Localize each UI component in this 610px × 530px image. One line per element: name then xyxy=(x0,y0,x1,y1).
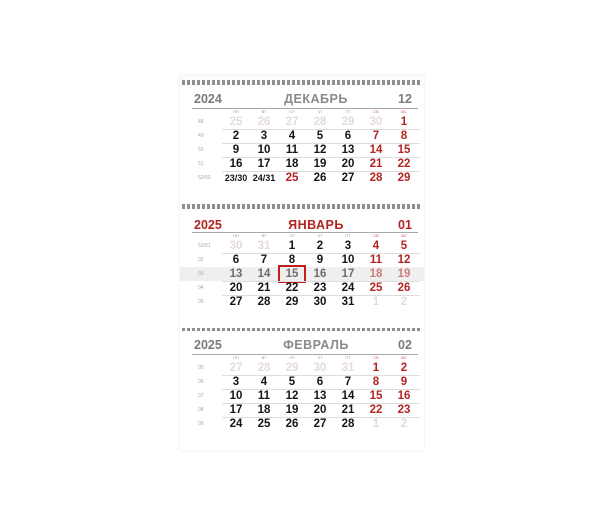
weekday-label: СБ xyxy=(373,233,379,238)
week-number: 48 xyxy=(198,119,204,125)
day-cell[interactable]: 28 xyxy=(369,172,383,184)
month-name: ФЕВРАЛЬ xyxy=(283,338,349,352)
day-cell[interactable]: 25 xyxy=(285,172,299,184)
week-row xyxy=(180,143,424,157)
month-header xyxy=(180,218,424,232)
month-header xyxy=(180,338,424,352)
day-cell[interactable]: 20 xyxy=(313,404,327,416)
week-number: 52/53 xyxy=(198,175,211,181)
week-number: 02 xyxy=(198,257,204,263)
day-cell[interactable]: 25 xyxy=(257,418,271,430)
week-number: 50 xyxy=(198,147,204,153)
day-cell[interactable]: 12 xyxy=(397,254,411,266)
week-number: 04 xyxy=(198,285,204,291)
day-cell[interactable]: 15 xyxy=(397,144,411,156)
day-cell[interactable]: 17 xyxy=(341,268,355,280)
month-header xyxy=(180,92,424,106)
day-cell[interactable]: 13 xyxy=(229,268,243,280)
day-cell[interactable]: 22 xyxy=(397,158,411,170)
day-cell[interactable]: 24 xyxy=(341,282,355,294)
week-number: 51 xyxy=(198,161,204,167)
year-label: 2025 xyxy=(194,338,222,352)
weekday-label: ВТ xyxy=(261,109,267,114)
day-cell[interactable]: 16 xyxy=(313,268,327,280)
day-cell[interactable]: 21 xyxy=(369,158,383,170)
week-number: 52/01 xyxy=(198,243,211,249)
day-cell[interactable]: 19 xyxy=(397,268,411,280)
day-cell[interactable]: 31 xyxy=(257,240,271,252)
day-cell[interactable]: 10 xyxy=(257,144,271,156)
weekday-label: ВС xyxy=(401,109,407,114)
day-cell[interactable]: 28 xyxy=(257,296,271,308)
week-number: 05 xyxy=(198,299,204,305)
day-cell[interactable]: 23 xyxy=(313,282,327,294)
day-cell[interactable]: 26 xyxy=(313,172,327,184)
day-cell[interactable]: 1 xyxy=(288,240,296,252)
week-row xyxy=(180,171,424,185)
day-cell[interactable]: 8 xyxy=(400,130,408,142)
day-cell[interactable]: 14 xyxy=(341,390,355,402)
day-cell[interactable]: 18 xyxy=(285,158,299,170)
day-cell[interactable]: 30 xyxy=(229,240,243,252)
day-cell[interactable]: 30 xyxy=(313,296,327,308)
day-cell[interactable]: 22 xyxy=(285,282,299,294)
day-cell[interactable]: 1 xyxy=(372,296,380,308)
week-row xyxy=(180,361,424,375)
day-cell[interactable]: 9 xyxy=(400,376,408,388)
month-block-january xyxy=(180,210,424,328)
day-cell[interactable]: 27 xyxy=(229,362,243,374)
day-cell[interactable]: 13 xyxy=(313,390,327,402)
day-cell[interactable]: 18 xyxy=(369,268,383,280)
day-cell[interactable]: 3 xyxy=(344,240,352,252)
weekday-label: ПН xyxy=(233,355,239,360)
day-cell[interactable]: 31 xyxy=(341,296,355,308)
week-row xyxy=(180,295,424,309)
weekday-label: ВС xyxy=(401,233,407,238)
week-row xyxy=(180,281,424,295)
day-cell[interactable]: 23/30 xyxy=(224,173,248,183)
day-cell[interactable]: 2 xyxy=(400,362,408,374)
day-cell[interactable]: 27 xyxy=(229,296,243,308)
weekday-label: ЧТ xyxy=(317,233,323,238)
month-block-december xyxy=(180,86,424,204)
day-cell[interactable]: 28 xyxy=(341,418,355,430)
week-number: 06 xyxy=(198,379,204,385)
day-cell[interactable]: 2 xyxy=(316,240,324,252)
day-cell[interactable]: 1 xyxy=(400,116,408,128)
week-row xyxy=(180,267,424,281)
day-cell[interactable]: 11 xyxy=(369,254,383,266)
day-cell[interactable]: 18 xyxy=(257,404,271,416)
month-block-february xyxy=(180,332,424,450)
day-cell[interactable]: 30 xyxy=(369,116,383,128)
week-row xyxy=(180,375,424,389)
day-cell[interactable]: 29 xyxy=(285,296,299,308)
day-cell[interactable]: 5 xyxy=(316,130,324,142)
day-cell[interactable]: 10 xyxy=(229,390,243,402)
weekday-label: ЧТ xyxy=(317,355,323,360)
week-row xyxy=(180,403,424,417)
day-cell[interactable]: 26 xyxy=(397,282,411,294)
month-name: ДЕКАБРЬ xyxy=(284,92,348,106)
day-cell[interactable]: 5 xyxy=(288,376,296,388)
weekday-label: СБ xyxy=(373,355,379,360)
weekday-label: СР xyxy=(289,233,295,238)
week-number: 08 xyxy=(198,407,204,413)
day-cell[interactable]: 9 xyxy=(316,254,324,266)
day-cell[interactable]: 11 xyxy=(257,390,271,402)
day-cell[interactable]: 12 xyxy=(285,390,299,402)
day-cell[interactable]: 16 xyxy=(397,390,411,402)
day-cell[interactable]: 29 xyxy=(341,116,355,128)
weekday-label: ВТ xyxy=(261,355,267,360)
day-cell[interactable]: 21 xyxy=(341,404,355,416)
weekday-label: ПН xyxy=(233,109,239,114)
day-cell[interactable]: 19 xyxy=(313,158,327,170)
weekday-label: ПТ xyxy=(345,109,351,114)
day-cell[interactable]: 13 xyxy=(341,144,355,156)
day-cell[interactable]: 28 xyxy=(257,362,271,374)
day-cell[interactable]: 28 xyxy=(313,116,327,128)
day-cell[interactable]: 31 xyxy=(341,362,355,374)
day-cell[interactable]: 9 xyxy=(232,144,240,156)
week-row xyxy=(180,115,424,129)
week-row xyxy=(180,239,424,253)
week-number: 07 xyxy=(198,393,204,399)
week-row xyxy=(180,129,424,143)
day-cell[interactable]: 29 xyxy=(285,362,299,374)
day-cell[interactable]: 16 xyxy=(229,158,243,170)
month-number: 02 xyxy=(398,338,412,352)
day-cell[interactable]: 3 xyxy=(232,376,240,388)
year-label: 2024 xyxy=(194,92,222,106)
month-number: 01 xyxy=(398,218,412,232)
day-cell[interactable]: 7 xyxy=(260,254,268,266)
day-cell[interactable]: 24 xyxy=(229,418,243,430)
day-cell[interactable]: 6 xyxy=(316,376,324,388)
day-cell[interactable]: 11 xyxy=(285,144,299,156)
week-number: 03 xyxy=(198,271,204,277)
weekday-label: СР xyxy=(289,355,295,360)
day-cell[interactable]: 4 xyxy=(260,376,268,388)
day-cell[interactable]: 12 xyxy=(313,144,327,156)
day-cell[interactable]: 3 xyxy=(260,130,268,142)
day-cell[interactable]: 25 xyxy=(369,282,383,294)
day-cell[interactable]: 10 xyxy=(341,254,355,266)
day-cell[interactable]: 7 xyxy=(344,376,352,388)
day-cell[interactable]: 14 xyxy=(257,268,271,280)
day-cell[interactable]: 8 xyxy=(288,254,296,266)
today-cell[interactable]: 15 xyxy=(285,268,299,280)
month-number: 12 xyxy=(398,92,412,106)
day-cell[interactable]: 30 xyxy=(313,362,327,374)
day-cell[interactable]: 27 xyxy=(285,116,299,128)
spiral-binding-1 xyxy=(182,80,422,85)
day-cell[interactable]: 21 xyxy=(257,282,271,294)
day-cell[interactable]: 17 xyxy=(257,158,271,170)
weekday-label: ЧТ xyxy=(317,109,323,114)
day-cell[interactable]: 22 xyxy=(369,404,383,416)
day-cell[interactable]: 19 xyxy=(285,404,299,416)
spiral-binding-2 xyxy=(182,204,422,209)
weekday-label: ПТ xyxy=(345,355,351,360)
weekday-label: СБ xyxy=(373,109,379,114)
day-cell[interactable]: 4 xyxy=(288,130,296,142)
day-cell[interactable]: 2 xyxy=(232,130,240,142)
day-cell[interactable]: 29 xyxy=(397,172,411,184)
week-row xyxy=(180,157,424,171)
day-cell[interactable]: 27 xyxy=(341,172,355,184)
day-cell[interactable]: 26 xyxy=(285,418,299,430)
week-row xyxy=(180,389,424,403)
day-cell[interactable]: 15 xyxy=(369,390,383,402)
day-cell[interactable]: 1 xyxy=(372,362,380,374)
day-cell[interactable]: 8 xyxy=(372,376,380,388)
day-cell[interactable]: 27 xyxy=(313,418,327,430)
day-cell[interactable]: 7 xyxy=(372,130,380,142)
week-row xyxy=(180,417,424,431)
month-name: ЯНВАРЬ xyxy=(288,218,344,232)
day-cell[interactable]: 20 xyxy=(341,158,355,170)
day-cell[interactable]: 26 xyxy=(257,116,271,128)
day-cell[interactable]: 2 xyxy=(400,418,408,430)
weekday-label: ПН xyxy=(233,233,239,238)
week-number: 49 xyxy=(198,133,204,139)
weekday-label: СР xyxy=(289,109,295,114)
day-cell[interactable]: 2 xyxy=(400,296,408,308)
day-cell[interactable]: 20 xyxy=(229,282,243,294)
day-cell[interactable]: 17 xyxy=(229,404,243,416)
weekday-label: ВТ xyxy=(261,233,267,238)
weekday-label: ВС xyxy=(401,355,407,360)
day-cell[interactable]: 5 xyxy=(400,240,408,252)
week-number: 05 xyxy=(198,365,204,371)
day-cell[interactable]: 14 xyxy=(369,144,383,156)
week-number: 09 xyxy=(198,421,204,427)
day-cell[interactable]: 24/31 xyxy=(252,173,276,183)
day-cell[interactable]: 6 xyxy=(344,130,352,142)
year-label: 2025 xyxy=(194,218,222,232)
day-cell[interactable]: 4 xyxy=(372,240,380,252)
day-cell[interactable]: 1 xyxy=(372,418,380,430)
day-cell[interactable]: 23 xyxy=(397,404,411,416)
weekday-label: ПТ xyxy=(345,233,351,238)
day-cell[interactable]: 6 xyxy=(232,254,240,266)
day-cell[interactable]: 25 xyxy=(229,116,243,128)
